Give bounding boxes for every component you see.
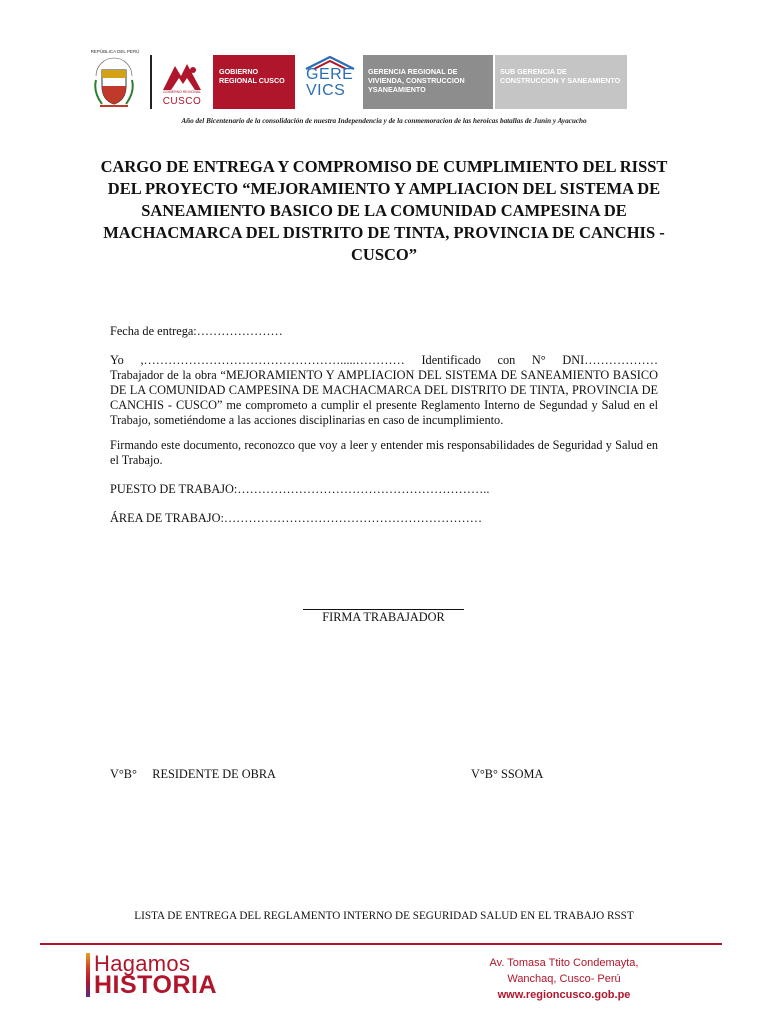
footer-divider [40, 943, 722, 945]
website-link[interactable]: www.regioncusco.gob.pe [497, 989, 631, 1001]
gobierno-regional-label: GOBIERNO REGIONAL CUSCO [219, 67, 285, 85]
area-trabajo: ÁREA DE TRABAJO:……………………………………………………… [110, 511, 483, 525]
letterhead [0, 0, 768, 140]
gerencia-regional-label: GERENCIA REGIONAL DE VIVIENDA, CONSTRUCCION YSANEAMIENTO [368, 67, 465, 94]
sub-gerencia-box [495, 55, 627, 109]
firma-trabajador: FIRMA TRABAJADOR [322, 610, 445, 624]
gobierno-regional-box [213, 55, 295, 109]
slogan-bottom: HISTORIA [94, 971, 217, 999]
gerencia-regional-box [363, 55, 493, 109]
vb-ssoma: V°B° SSOMA [471, 767, 544, 781]
cusco-logo-text: CUSCO [162, 96, 202, 107]
year-motto: Año del Bicentenario de la consolidación de nuestra Independencia y de la conmemoracion de las heroicas batallas de Junín y Ayacucho [181, 117, 587, 125]
puesto-trabajo: PUESTO DE TRABAJO:…………………………………………………….. [110, 482, 490, 496]
gerevics-logo [300, 55, 360, 109]
sub-gerencia-label: SUB GERENCIA DE CONSTRUCCION Y SANEAMIENTO [500, 67, 621, 85]
yo-paragraph: Trabajador de la obra “MEJORAMIENTO Y AMPLIACION DEL SISTEMA DE SANEAMIENTO BASICO DE LA COMUNIDAD CAMPESINA DE MACHACMARCA DEL DISTRITO DE TINTA, PROVINCIA DE CANCHIS - CUSCO” me comprometo a cumplir el presente Reglamento Interno de Segundad y Salud en el Trabajo, sometiéndome a las acciones disciplinarias en caso de incumplimiento. [110, 368, 658, 427]
address-line-2: Wanchaq, Cusco- Perú [507, 973, 621, 985]
vb-residente: V°B° RESIDENTE DE OBRA [110, 767, 276, 781]
slogan-bar [86, 953, 90, 997]
gerevics-top: GERE [306, 66, 354, 83]
gerevics-bottom: VICS [306, 82, 346, 99]
cusco-logo-small: GOBIERNO REGIONAL [163, 90, 201, 94]
firmando-paragraph: Firmando este documento, reconozco que voy a leer y entender mis responsabilidades de Seguridad y Salud en el Trabajo. [110, 438, 658, 467]
divider [150, 55, 152, 109]
peru-crest-icon [92, 56, 136, 110]
document-title: CARGO DE ENTREGA Y COMPROMISO DE CUMPLIMIENTO DEL RISST DEL PROYECTO “MEJORAMIENTO Y AMPLIACION DEL SISTEMA DE SANEAMIENTO BASICO DE LA COMUNIDAD CAMPESINA DE MACHACMARCA DEL DISTRITO DE TINTA, PROVINCIA DE CANCHIS - CUSCO” [100, 157, 668, 264]
yo-line: Yo ,………………………………………….....………… Identificado con N° DNI……………… [110, 353, 658, 367]
lista-entrega: LISTA DE ENTREGA DEL REGLAMENTO INTERNO DE SEGURIDAD SALUD EN EL TRABAJO RSST [134, 910, 634, 922]
footer-address [470, 955, 658, 1003]
fecha-entrega: Fecha de entrega:………………… [110, 324, 283, 338]
address-line-1: Av. Tomasa Ttito Condemayta, [489, 957, 639, 969]
slogan-top: Hagamos [94, 951, 191, 976]
crest-caption: REPÚBLICA DEL PERÚ [90, 49, 140, 54]
